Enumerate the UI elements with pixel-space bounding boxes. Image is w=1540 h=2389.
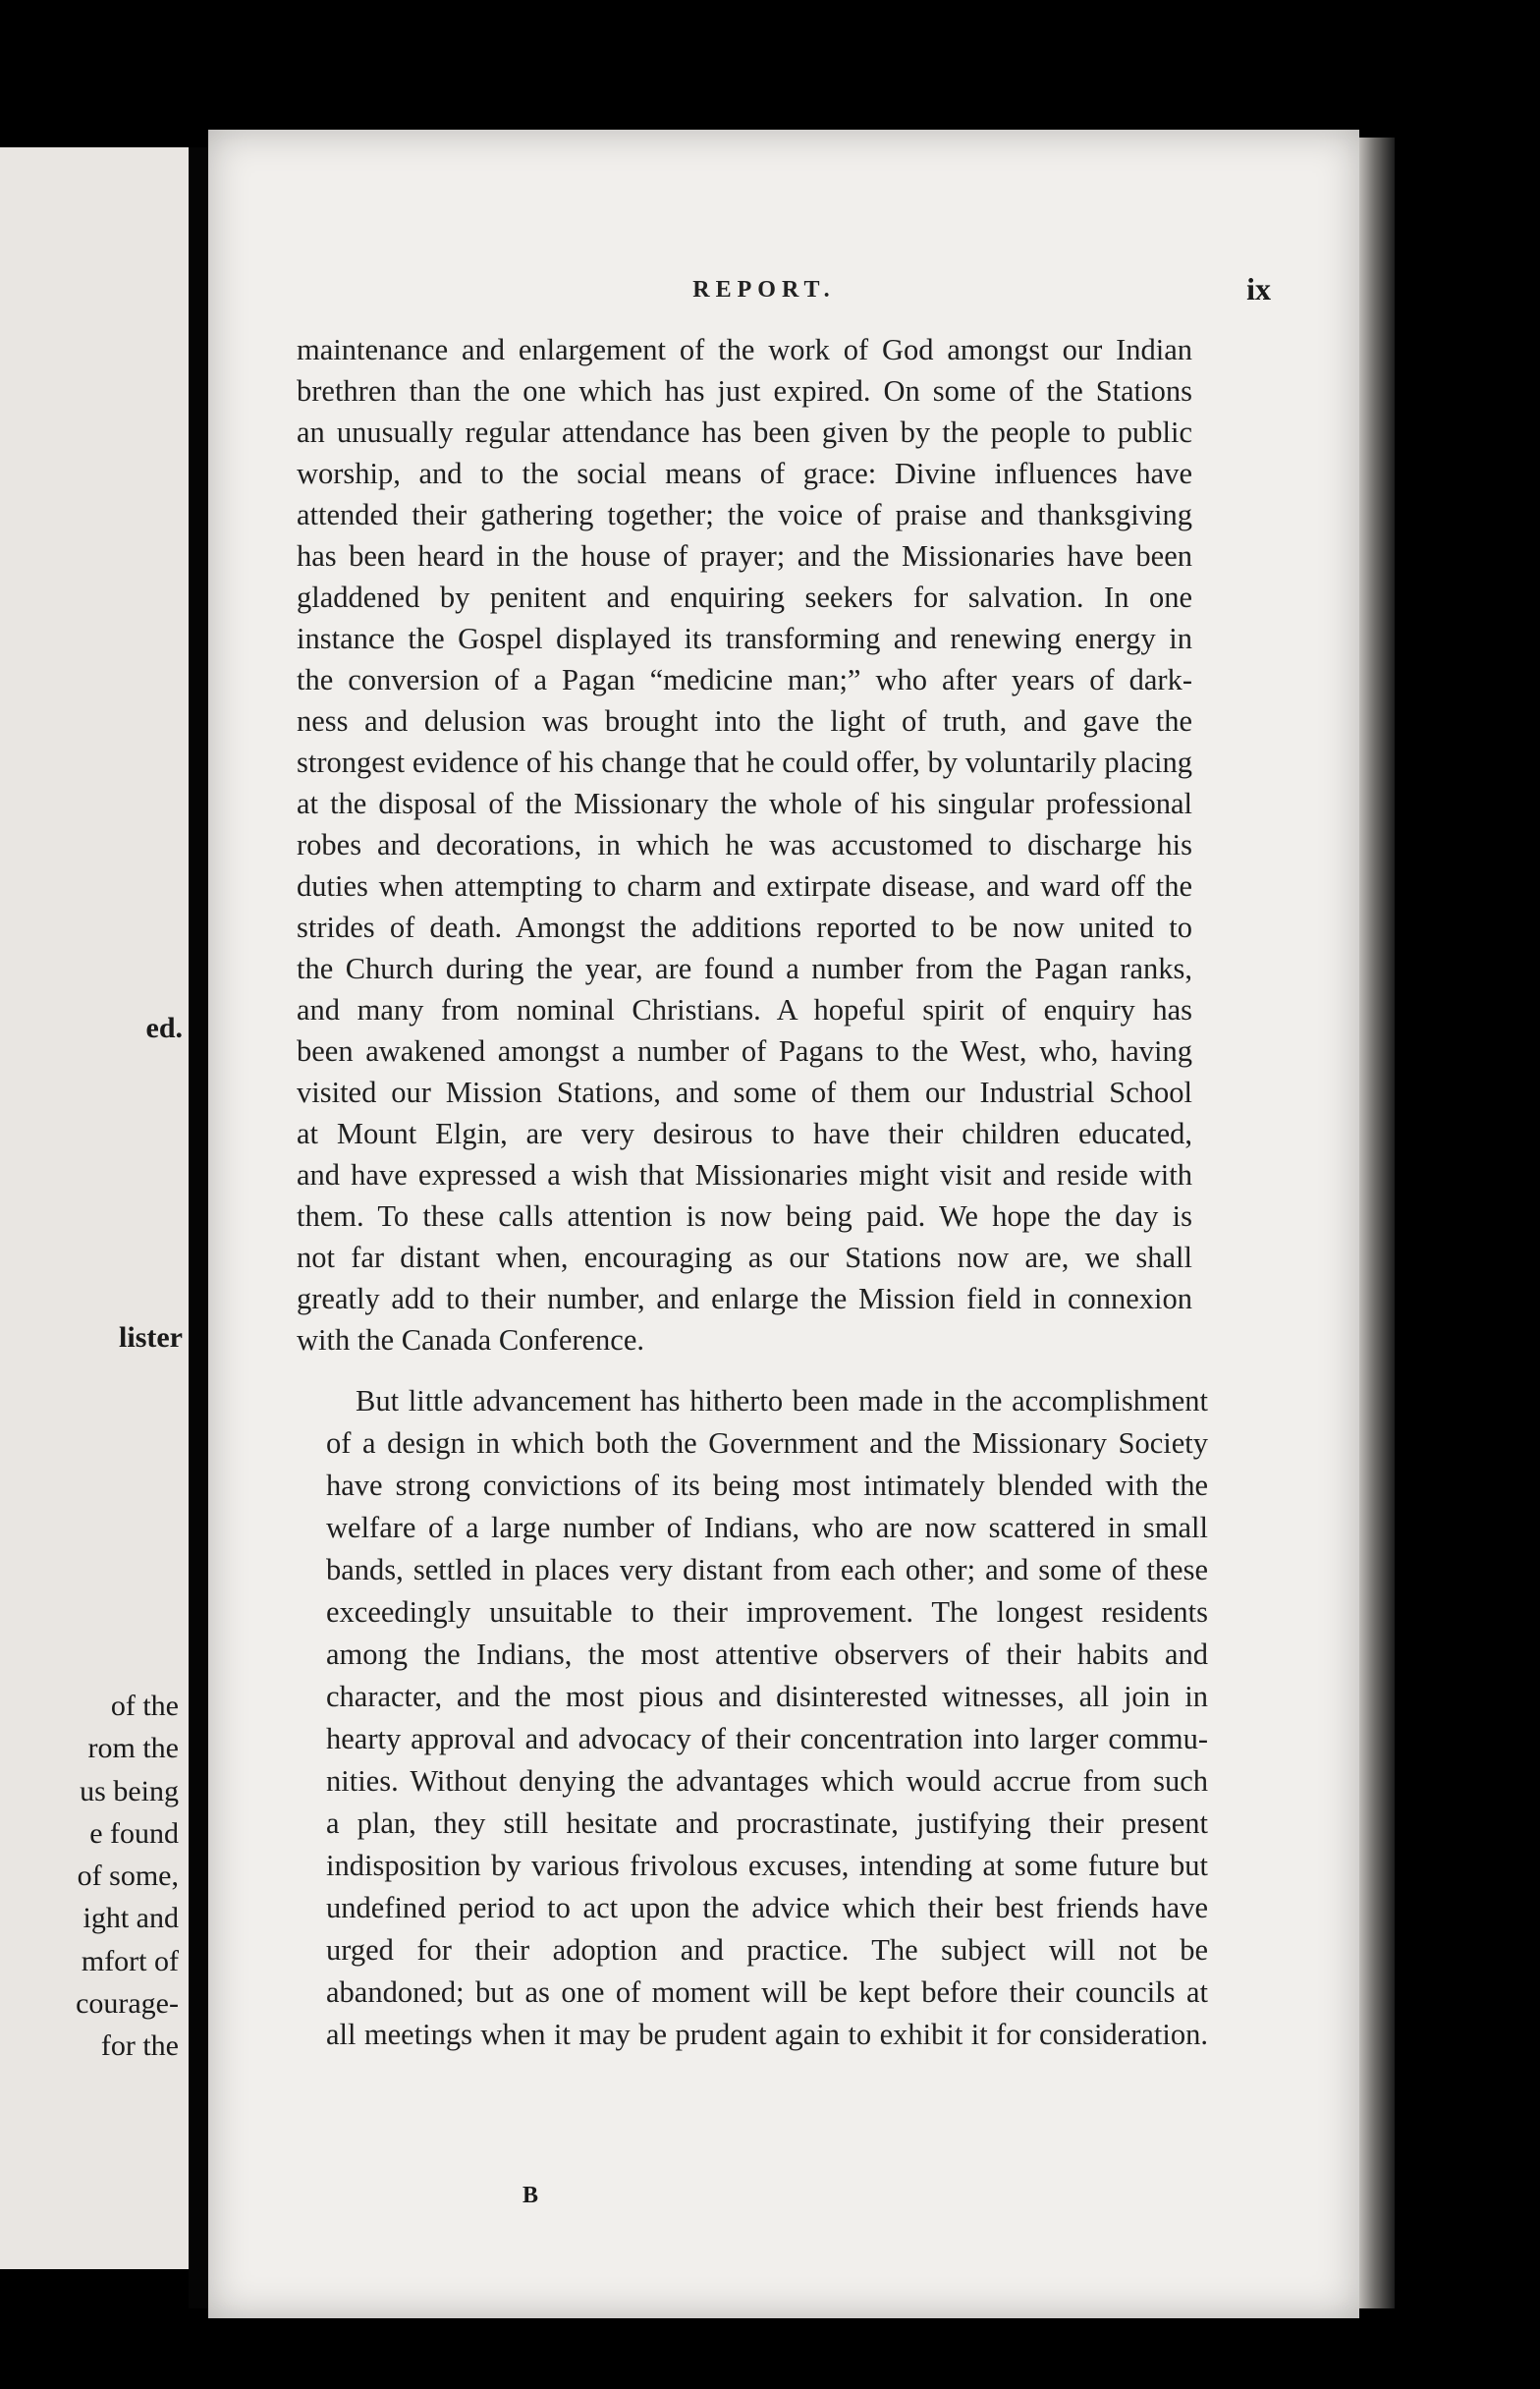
fragment-line: rom the — [87, 1732, 179, 1765]
text-line: at Mount Elgin, are very desirous to have their children educated, — [297, 1117, 1192, 1150]
text-line: and have expressed a wish that Missionaries might visit and reside with — [297, 1158, 1192, 1192]
text-line: strides of death. Amongst the additions reported to be now united to — [297, 911, 1192, 944]
text-line: duties when attempting to charm and extirpate disease, and ward off the — [297, 869, 1192, 903]
page-number: ix — [1246, 271, 1271, 306]
text-line: not far distant when, encouraging as our Stations now are, we shall — [297, 1241, 1192, 1274]
text-line: visited our Mission Stations, and some of them our Industrial School — [297, 1076, 1192, 1109]
text-line: has been heard in the house of prayer; and the Missionaries have been — [297, 539, 1192, 573]
book-gutter — [189, 147, 208, 2308]
text-line: with the Canada Conference. — [297, 1323, 644, 1357]
text-line: character, and the most pious and disinterested witnesses, all join in — [326, 1680, 1208, 1713]
text-line: the conversion of a Pagan “medicine man;” who after years of dark- — [297, 663, 1192, 696]
fragment-line: courage- — [76, 1987, 179, 2021]
text-line: a plan, they still hesitate and procrastinate, justifying their present — [326, 1806, 1208, 1840]
text-line: urged for their adoption and practice. The subject will not be — [326, 1933, 1208, 1967]
text-line: at the disposal of the Missionary the whole of his singular professional — [297, 787, 1192, 820]
text-line: hearty approval and advocacy of their concentration into larger commu- — [326, 1722, 1208, 1755]
fragment-line: mfort of — [81, 1944, 179, 1977]
fragment-text: ed. — [145, 1012, 183, 1044]
text-line: undefined period to act upon the advice which their best friends have — [326, 1891, 1208, 1924]
book-page — [208, 130, 1359, 2318]
text-line: them. To these calls attention is now being paid. We hope the day is — [297, 1199, 1192, 1233]
fragment-line: e found — [89, 1816, 179, 1850]
fragment-line: for the — [100, 2029, 179, 2063]
text-line: indisposition by various frivolous excuses, intending at some future but — [326, 1849, 1208, 1882]
text-line: greatly add to their number, and enlarge the Mission field in connexion — [297, 1282, 1192, 1315]
signature-mark: B — [522, 2183, 539, 2208]
text-line: have strong convictions of its being most intimately blended with the — [326, 1469, 1208, 1502]
fragment-line: of some, — [77, 1860, 179, 1893]
text-line: bands, settled in places very distant from each other; and some of these — [326, 1553, 1208, 1586]
text-line: gladdened by penitent and enquiring seekers for salvation. In one — [297, 581, 1192, 614]
text-line: among the Indians, the most attentive observers of their habits and — [326, 1638, 1208, 1671]
text-line: But little advancement has hitherto been made in the accomplishment — [356, 1384, 1208, 1417]
text-line: worship, and to the social means of grace: Divine influences have — [297, 457, 1192, 490]
fragment-line: us being — [80, 1774, 179, 1807]
text-line: instance the Gospel displayed its transforming and renewing energy in — [297, 622, 1192, 655]
text-line: nities. Without denying the advantages which would accrue from such — [326, 1764, 1208, 1798]
text-line: welfare of a large number of Indians, who are now scattered in small — [326, 1511, 1208, 1544]
text-line: attended their gathering together; the voice of praise and thanksgiving — [297, 498, 1192, 531]
fragment-line: ight and — [82, 1902, 179, 1935]
running-head — [208, 271, 1359, 312]
text-line: maintenance and enlargement of the work of God amongst our Indian — [297, 333, 1192, 366]
fragment-line: of the — [110, 1690, 179, 1722]
previous-page-fragment — [0, 147, 189, 2269]
text-line: abandoned; but as one of moment will be kept before their councils at — [326, 1975, 1208, 2009]
text-line: of a design in which both the Government and the Missionary Society — [326, 1426, 1208, 1460]
text-line: an unusually regular attendance has been given by the people to public — [297, 416, 1192, 449]
text-line: the Church during the year, are found a number from the Pagan ranks, — [297, 952, 1192, 985]
text-line: exceedingly unsuitable to their improvement. The longest residents — [326, 1595, 1208, 1629]
page-edge — [1359, 138, 1395, 2308]
fragment-block — [2, 1685, 179, 2068]
text-line: strongest evidence of his change that he could offer, by voluntarily placing — [297, 746, 1192, 779]
running-title: REPORT. — [692, 277, 836, 303]
text-line: ness and delusion was brought into the light of truth, and gave the — [297, 704, 1192, 738]
text-line: and many from nominal Christians. A hopeful spirit of enquiry has — [297, 993, 1192, 1027]
text-line: brethren than the one which has just expired. On some of the Stations — [297, 374, 1192, 408]
fragment-text: lister — [119, 1321, 183, 1354]
text-line: been awakened amongst a number of Pagans to the West, who, having — [297, 1034, 1192, 1068]
text-line: robes and decorations, in which he was accustomed to discharge his — [297, 828, 1192, 861]
text-line: all meetings when it may be prudent again to exhibit it for consideration. — [326, 2018, 1208, 2051]
